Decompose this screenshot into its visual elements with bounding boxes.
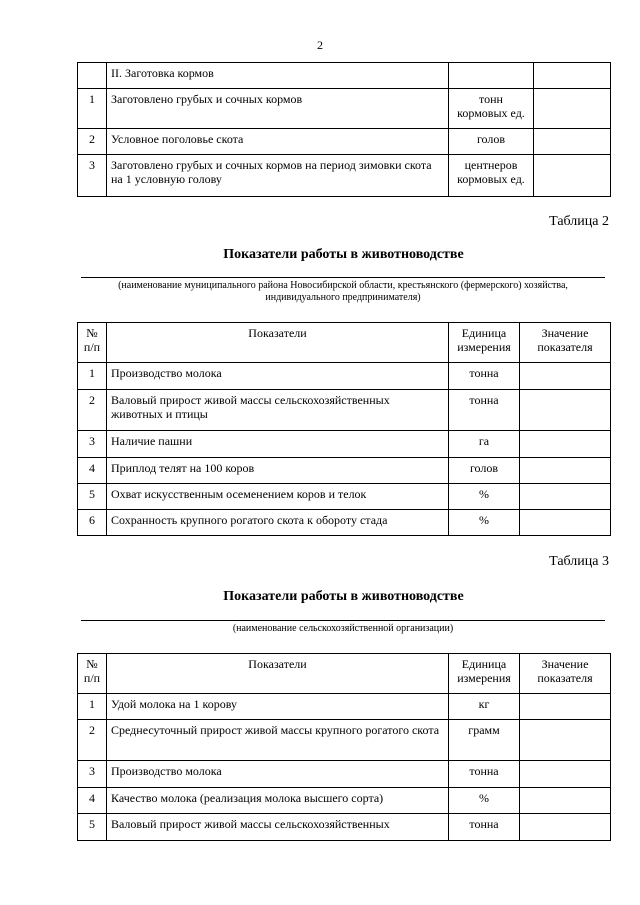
table-header-row: [78, 323, 611, 363]
row-value[interactable]: [534, 129, 611, 155]
row-unit: тонна: [449, 390, 520, 431]
table-row: [78, 89, 611, 129]
fill-in-note: (наименование муниципального района Новосибирской области, крестьянского (фермерского) хозяйства, индивидуального предпринимателя): [118, 280, 568, 303]
row-unit: тонна: [449, 761, 520, 788]
row-value[interactable]: [520, 694, 611, 720]
header-number: № п/п: [78, 323, 107, 363]
header-value: Значение показателя: [520, 654, 611, 694]
table-header-row: [78, 654, 611, 694]
row-number: 4: [78, 458, 107, 484]
row-unit: тонна: [449, 363, 520, 390]
row-number: 2: [78, 390, 107, 431]
row-unit: га: [449, 431, 520, 458]
row-number: 6: [78, 510, 107, 536]
row-indicator: Валовый прирост живой массы сельскохозяйственных животных и птицы: [107, 390, 449, 431]
row-value[interactable]: [520, 510, 611, 536]
table-row: [78, 155, 611, 197]
header-number: № п/п: [78, 654, 107, 694]
row-indicator: Удой молока на 1 корову: [107, 694, 449, 720]
row-indicator: Охват искусственным осеменением коров и телок: [107, 484, 449, 510]
row-indicator: Условное поголовье скота: [107, 129, 449, 155]
table-row: [78, 458, 611, 484]
row-indicator: Производство молока: [107, 761, 449, 788]
row-value[interactable]: [520, 390, 611, 431]
row-value[interactable]: [520, 458, 611, 484]
row-indicator: Валовый прирост живой массы сельскохозяйственных: [107, 814, 449, 841]
table-row: [78, 484, 611, 510]
row-indicator: Среднесуточный прирост живой массы крупного рогатого скота: [107, 720, 449, 761]
row-unit: [449, 63, 534, 89]
row-number: 3: [78, 431, 107, 458]
table-title: Показатели работы в животноводстве: [223, 247, 464, 262]
row-value[interactable]: [534, 155, 611, 197]
row-unit: %: [449, 484, 520, 510]
header-indicator: Показатели: [107, 654, 449, 694]
row-number: 5: [78, 484, 107, 510]
header-unit: Единица измерения: [449, 654, 520, 694]
row-number: 2: [78, 129, 107, 155]
row-unit: кг: [449, 694, 520, 720]
row-unit: грамм: [449, 720, 520, 761]
row-number: 4: [78, 788, 107, 814]
fill-in-line: [81, 277, 605, 278]
row-unit: голов: [449, 129, 534, 155]
row-number: 5: [78, 814, 107, 841]
table-row: [78, 431, 611, 458]
row-unit: центнеров кормовых ед.: [449, 155, 534, 197]
row-indicator: Заготовлено грубых и сочных кормов на период зимовки скота на 1 условную голову: [107, 155, 449, 197]
fill-in-line: [81, 620, 605, 621]
row-number: 1: [78, 363, 107, 390]
row-indicator: Заготовлено грубых и сочных кормов: [107, 89, 449, 129]
table-row: [78, 788, 611, 814]
table-feed-preparation: [77, 62, 611, 197]
row-number: 1: [78, 89, 107, 129]
table-row: [78, 129, 611, 155]
table-row: [78, 761, 611, 788]
table-row: [78, 63, 611, 89]
row-unit: %: [449, 788, 520, 814]
row-indicator: II. Заготовка кормов: [107, 63, 449, 89]
row-number: [78, 63, 107, 89]
row-unit: %: [449, 510, 520, 536]
row-value[interactable]: [520, 788, 611, 814]
table-row: [78, 814, 611, 841]
fill-in-note: (наименование сельскохозяйственной организации): [232, 623, 454, 634]
header-unit: Единица измерения: [449, 323, 520, 363]
row-value[interactable]: [520, 363, 611, 390]
row-value[interactable]: [520, 720, 611, 761]
table-caption: Таблица 3: [549, 554, 609, 569]
row-indicator: Приплод телят на 100 коров: [107, 458, 449, 484]
row-unit: голов: [449, 458, 520, 484]
table-title: Показатели работы в животноводстве: [223, 589, 464, 604]
row-number: 3: [78, 155, 107, 197]
row-value[interactable]: [534, 89, 611, 129]
table-livestock-farms: [77, 322, 611, 536]
header-indicator: Показатели: [107, 323, 449, 363]
row-number: 3: [78, 761, 107, 788]
table-row: [78, 390, 611, 431]
row-unit: тонна: [449, 814, 520, 841]
table-livestock-organization: [77, 653, 611, 841]
row-value[interactable]: [520, 814, 611, 841]
row-value[interactable]: [520, 484, 611, 510]
row-indicator: Качество молока (реализация молока высшего сорта): [107, 788, 449, 814]
row-number: 2: [78, 720, 107, 761]
page-number: 2: [317, 38, 323, 52]
row-number: 1: [78, 694, 107, 720]
table-row: [78, 694, 611, 720]
table-row: [78, 720, 611, 761]
table-caption: Таблица 2: [549, 214, 609, 229]
table-row: [78, 363, 611, 390]
row-unit: тонн кормовых ед.: [449, 89, 534, 129]
row-value[interactable]: [520, 431, 611, 458]
row-value[interactable]: [520, 761, 611, 788]
table-row: [78, 510, 611, 536]
header-value: Значение показателя: [520, 323, 611, 363]
row-indicator: Сохранность крупного рогатого скота к обороту стада: [107, 510, 449, 536]
row-indicator: Производство молока: [107, 363, 449, 390]
row-indicator: Наличие пашни: [107, 431, 449, 458]
row-value[interactable]: [534, 63, 611, 89]
